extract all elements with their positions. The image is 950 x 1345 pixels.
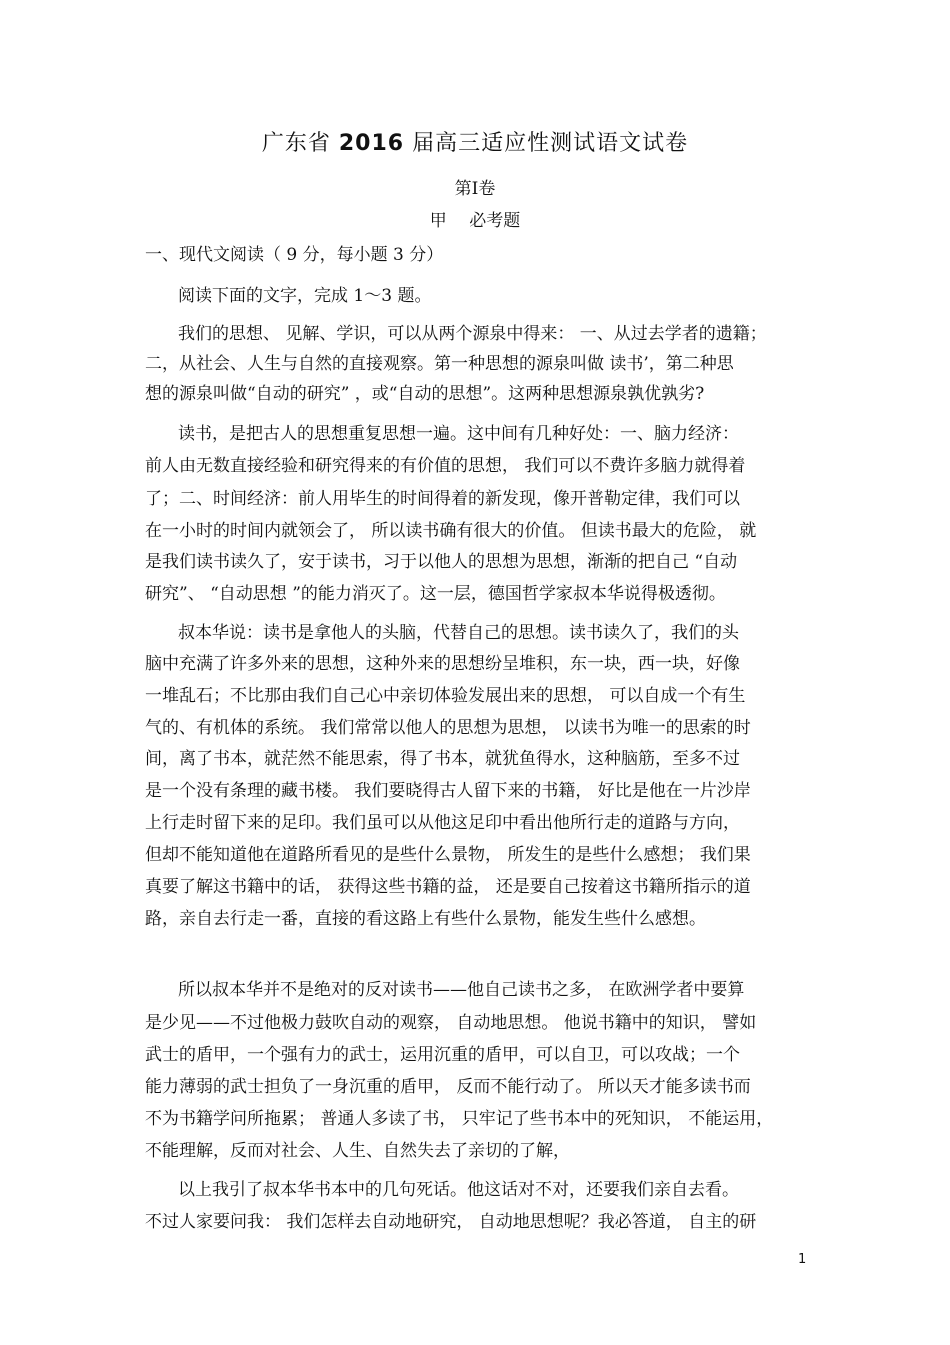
text-line: 前人由无数直接经验和研究得来的有价值的思想， 我们可以不费许多脑力就得着 xyxy=(145,456,746,476)
title-year: 2016 xyxy=(338,131,405,156)
text-line: 气的、有机体的系统。 我们常常以他人的思想为思想， 以读书为唯一的思索的时 xyxy=(145,718,751,738)
text-line: 不能理解，反而对社会、人生、自然失去了亲切的了解， xyxy=(145,1141,570,1161)
text-line: 武士的盾甲，一个强有力的武士，运用沉重的盾甲，可以自卫，可以攻战；一个 xyxy=(145,1045,740,1065)
text-line: 一堆乱石；不比那由我们自己心中亲切体验发展出来的思想， 可以自成一个有生 xyxy=(145,686,746,706)
text-line: 不过人家要问我： 我们怎样去自动地研究， 自动地思想呢？我必答道， 自主的研 xyxy=(145,1212,757,1232)
text-line: 我们的思想、 见解、学识，可以从两个源泉中得来： 一、从过去学者的遗籍； xyxy=(178,324,767,344)
instruction-text: 阅读下面的文字，完成 1～3 题。 xyxy=(178,286,432,306)
title-prefix: 广东省 xyxy=(261,131,331,156)
text-line: 间，离了书本，就茫然不能思索，得了书本，就犹鱼得水，这种脑筋，至多不过 xyxy=(145,749,740,769)
text-line: 以上我引了叔本华书本中的几句死话。他这话对不对，还要我们亲自去看。 xyxy=(178,1180,739,1200)
text-line: 上行走时留下来的足印。我们虽可以从他这足印中看出他所行走的道路与方向， xyxy=(145,813,740,833)
text-line: 想的源泉叫做“自动的研究” ，或“自动的思想”。这两种思想源泉孰优孰劣? xyxy=(145,384,705,404)
text-line: 脑中充满了许多外来的思想，这种外来的思想纷呈堆积，东一块，西一块，好像 xyxy=(145,654,740,674)
page-title xyxy=(0,126,950,157)
text-line: 是我们读书读久了，安于读书，习于以他人的思想为思想，渐渐的把自己 “自动 xyxy=(145,552,738,572)
text-line: 在一小时的时间内就领会了， 所以读书确有很大的价值。 但读书最大的危险， 就 xyxy=(145,521,757,541)
text-line: 所以叔本华并不是绝对的反对读书——他自己读书之多， 在欧洲学者中要算 xyxy=(178,980,745,1000)
text-line: 不为书籍学问所拖累； 普通人多读了书， 只牢记了些书本中的死知识， 不能运用， xyxy=(145,1109,774,1129)
text-line: 叔本华说：读书是拿他人的头脑，代替自己的思想。读书读久了，我们的头 xyxy=(178,623,739,643)
section-heading: 一、现代文阅读（ 9 分，每小题 3 分） xyxy=(145,245,444,265)
text-line: 能力薄弱的武士担负了一身沉重的盾甲， 反而不能行动了。 所以天才能多读书而 xyxy=(145,1077,751,1097)
text-line: 路，亲自去行走一番，直接的看这路上有些什么景物，能发生些什么感想。 xyxy=(145,909,706,929)
text-line: 了；二、时间经济：前人用毕生的时间得着的新发现，像开普勒定律，我们可以 xyxy=(145,489,740,509)
title-suffix: 届高三适应性测试语文试卷 xyxy=(412,131,689,156)
text-line: 但却不能知道他在道路所看见的是些什么景物， 所发生的是些什么感想； 我们果 xyxy=(145,845,751,865)
text-line: 研究”、 “自动思想 ”的能力消灭了。这一层，德国哲学家叔本华说得极透彻。 xyxy=(145,584,726,604)
text-line: 是少见——不过他极力鼓吹自动的观察， 自动地思想。 他说书籍中的知识， 譬如 xyxy=(145,1013,757,1033)
volume-label: 第Ⅰ卷 xyxy=(454,179,496,199)
text-line: 是一个没有条理的藏书楼。 我们要晓得古人留下来的书籍， 好比是他在一片沙岸 xyxy=(145,781,751,801)
part-label: 甲 必考题 xyxy=(429,211,521,231)
text-line: 读书，是把古人的思想重复思想一遍。这中间有几种好处：一、脑力经济： xyxy=(178,424,739,444)
page-number: 1 xyxy=(798,1252,807,1267)
text-line: 二，从社会、人生与自然的直接观察。第一种思想的源泉叫做 读书’，第二种思 xyxy=(145,354,734,374)
text-line: 真要了解这书籍中的话， 获得这些书籍的益， 还是要自己按着这书籍所指示的道 xyxy=(145,877,751,897)
